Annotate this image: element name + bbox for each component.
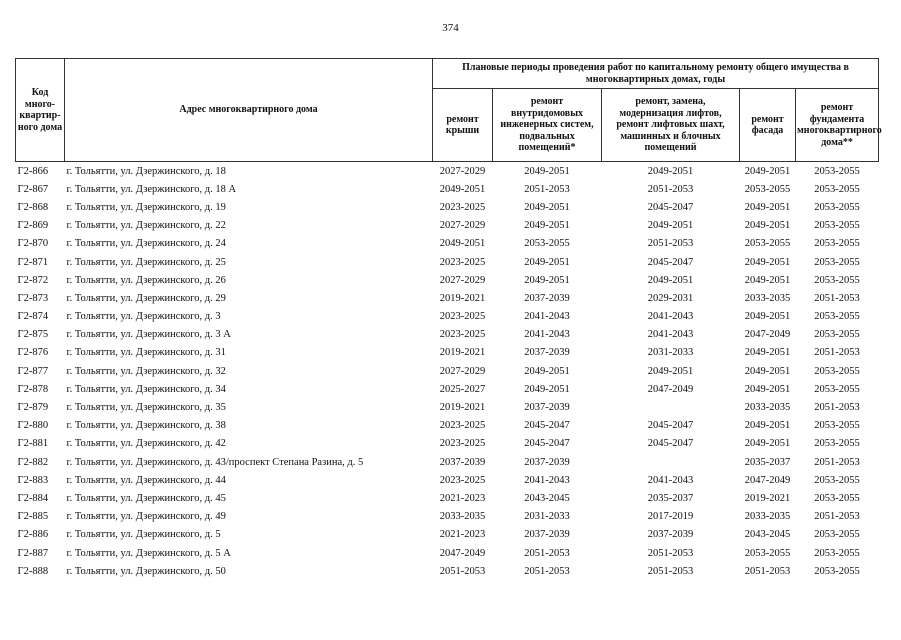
cell-roof: 2025-2027 <box>439 383 486 395</box>
cell-address: г. Тольятти, ул. Дзержинского, д. 3 <box>66 311 221 323</box>
cell-engineering: 2049-2051 <box>524 274 570 286</box>
cell-engineering: 2037-2039 <box>524 456 570 468</box>
cell-engineering: 2041-2043 <box>524 474 570 486</box>
cell-elevators: 2041-2043 <box>647 329 694 341</box>
cell-foundation: 2053-2055 <box>814 238 860 250</box>
cell-address: г. Тольятти, ул. Дзержинского, д. 42 <box>66 438 226 450</box>
cell-roof: 2019-2021 <box>439 347 486 359</box>
header-code: Код много-квартир-ного дома <box>16 59 65 162</box>
table-row <box>16 398 879 416</box>
table-row <box>16 180 879 198</box>
cell-facade: 2047-2049 <box>744 474 791 486</box>
cell-facade: 2053-2055 <box>744 183 791 195</box>
header-address: Адрес многоквартирного дома <box>65 59 433 162</box>
cell-roof: 2033-2035 <box>439 511 486 523</box>
header-elevators: ремонт, замена, модернизация лифтов, ремонт лифтовых шахт, машинных и блочных помещений <box>602 89 740 162</box>
cell-roof: 2023-2025 <box>439 329 486 341</box>
cell-elevators: 2049-2051 <box>647 220 694 232</box>
cell-engineering: 2041-2043 <box>524 329 570 341</box>
table-row <box>16 453 879 471</box>
cell-roof: 2027-2029 <box>439 365 486 377</box>
cell-address: г. Тольятти, ул. Дзержинского, д. 3 А <box>66 329 231 341</box>
capital-repair-schedule-table <box>15 58 882 580</box>
cell-engineering: 2049-2051 <box>524 383 570 395</box>
cell-engineering: 2031-2033 <box>524 511 570 523</box>
cell-address: г. Тольятти, ул. Дзержинского, д. 32 <box>66 365 226 377</box>
cell-engineering: 2053-2055 <box>524 238 570 250</box>
cell-elevators: 2045-2047 <box>647 438 694 450</box>
table-row <box>16 235 879 253</box>
cell-facade: 2043-2045 <box>744 529 791 541</box>
cell-code: Г2-867 <box>17 183 49 195</box>
cell-foundation: 2053-2055 <box>814 311 860 323</box>
cell-engineering: 2049-2051 <box>524 256 570 268</box>
cell-roof: 2037-2039 <box>439 456 486 468</box>
table-row <box>16 489 879 507</box>
cell-foundation: 2053-2055 <box>814 492 860 504</box>
cell-foundation: 2051-2053 <box>814 402 860 414</box>
cell-engineering: 2051-2053 <box>524 565 570 577</box>
cell-address: г. Тольятти, ул. Дзержинского, д. 44 <box>66 474 226 486</box>
cell-facade: 2033-2035 <box>744 511 791 523</box>
cell-code: Г2-879 <box>17 402 49 414</box>
cell-roof: 2023-2025 <box>439 420 486 432</box>
cell-elevators: 2037-2039 <box>647 529 694 541</box>
cell-code: Г2-884 <box>17 492 49 504</box>
cell-elevators: 2035-2037 <box>647 492 694 504</box>
cell-code: Г2-869 <box>17 220 49 232</box>
cell-roof: 2023-2025 <box>439 256 486 268</box>
cell-elevators: 2029-2031 <box>647 292 694 304</box>
cell-engineering: 2041-2043 <box>524 311 570 323</box>
cell-facade: 2033-2035 <box>744 402 791 414</box>
cell-elevators: 2049-2051 <box>647 274 694 286</box>
cell-roof: 2023-2025 <box>439 201 486 213</box>
cell-code: Г2-866 <box>16 162 65 181</box>
cell-elevators: 2045-2047 <box>647 256 694 268</box>
cell-code: Г2-875 <box>17 329 49 341</box>
cell-address: г. Тольятти, ул. Дзержинского, д. 18 А <box>66 183 237 195</box>
cell-facade: 2049-2051 <box>744 201 791 213</box>
cell-address: г. Тольятти, ул. Дзержинского, д. 18 <box>65 162 433 181</box>
cell-engineering: 2037-2039 <box>524 402 570 414</box>
cell-elevators: 2047-2049 <box>647 383 694 395</box>
cell-facade: 2049-2051 <box>744 274 791 286</box>
cell-address: г. Тольятти, ул. Дзержинского, д. 43/проспект Степана Разина, д. 5 <box>66 456 364 468</box>
cell-roof: 2027-2029 <box>439 220 486 232</box>
table-row <box>16 362 879 380</box>
table-row <box>16 508 879 526</box>
table-row <box>16 217 879 235</box>
cell-address: г. Тольятти, ул. Дзержинского, д. 25 <box>66 256 226 268</box>
cell-code: Г2-868 <box>17 201 49 213</box>
cell-code: Г2-880 <box>17 420 49 432</box>
cell-roof: 2019-2021 <box>439 402 486 414</box>
table-body <box>16 162 879 581</box>
cell-roof: 2049-2051 <box>439 238 486 250</box>
cell-address: г. Тольятти, ул. Дзержинского, д. 29 <box>66 292 226 304</box>
header-facade: ремонт фасада <box>740 89 796 162</box>
cell-foundation: 2051-2053 <box>814 511 860 523</box>
cell-address: г. Тольятти, ул. Дзержинского, д. 35 <box>66 402 226 414</box>
table-row <box>16 289 879 307</box>
cell-foundation: 2053-2055 <box>814 183 860 195</box>
cell-roof: 2023-2025 <box>439 474 486 486</box>
cell-roof: 2027-2029 <box>433 162 493 181</box>
cell-engineering: 2037-2039 <box>524 529 570 541</box>
cell-code: Г2-878 <box>17 383 49 395</box>
cell-address: г. Тольятти, ул. Дзержинского, д. 22 <box>66 220 226 232</box>
cell-code: Г2-874 <box>17 311 49 323</box>
cell-address: г. Тольятти, ул. Дзержинского, д. 31 <box>66 347 226 359</box>
cell-roof: 2047-2049 <box>439 547 486 559</box>
cell-facade: 2049-2051 <box>744 347 791 359</box>
cell-foundation: 2053-2055 <box>814 438 860 450</box>
cell-engineering: 2049-2051 <box>493 162 602 181</box>
cell-elevators <box>602 398 740 416</box>
cell-code: Г2-885 <box>17 511 49 523</box>
cell-address: г. Тольятти, ул. Дзержинского, д. 49 <box>66 511 226 523</box>
header-foundation: ремонт фундамента многоквартирного дома** <box>796 89 879 162</box>
cell-code: Г2-881 <box>17 438 49 450</box>
header-roof: ремонт крыши <box>433 89 493 162</box>
table-row <box>16 380 879 398</box>
cell-code: Г2-870 <box>17 238 49 250</box>
cell-elevators: 2017-2019 <box>647 511 694 523</box>
table-row <box>16 253 879 271</box>
cell-address: г. Тольятти, ул. Дзержинского, д. 19 <box>66 201 226 213</box>
table-row <box>16 544 879 562</box>
cell-facade: 2053-2055 <box>744 547 791 559</box>
cell-code: Г2-877 <box>17 365 49 377</box>
cell-engineering: 2037-2039 <box>524 292 570 304</box>
cell-elevators: 2045-2047 <box>647 420 694 432</box>
cell-facade: 2053-2055 <box>744 238 791 250</box>
cell-elevators: 2051-2053 <box>647 565 694 577</box>
cell-elevators: 2041-2043 <box>647 311 694 323</box>
cell-code: Г2-876 <box>17 347 49 359</box>
cell-engineering: 2051-2053 <box>524 547 570 559</box>
cell-address: г. Тольятти, ул. Дзержинского, д. 34 <box>66 383 226 395</box>
cell-facade: 2049-2051 <box>744 420 791 432</box>
cell-foundation: 2053-2055 <box>796 162 879 181</box>
cell-foundation: 2053-2055 <box>814 547 860 559</box>
cell-engineering: 2045-2047 <box>524 420 570 432</box>
table-header <box>16 59 882 162</box>
header-engineering: ремонт внутридомовых инженерных систем, подвальных помещений* <box>493 89 602 162</box>
cell-foundation: 2053-2055 <box>814 565 860 577</box>
cell-roof: 2051-2053 <box>439 565 486 577</box>
cell-engineering: 2049-2051 <box>524 365 570 377</box>
cell-code: Г2-883 <box>17 474 49 486</box>
cell-facade: 2019-2021 <box>744 492 791 504</box>
cell-engineering: 2049-2051 <box>524 201 570 213</box>
cell-engineering: 2051-2053 <box>524 183 570 195</box>
cell-foundation: 2051-2053 <box>814 292 860 304</box>
cell-foundation: 2051-2053 <box>814 347 860 359</box>
table-row <box>16 326 879 344</box>
cell-foundation: 2053-2055 <box>814 220 860 232</box>
cell-foundation: 2053-2055 <box>814 329 860 341</box>
cell-foundation: 2053-2055 <box>814 529 860 541</box>
cell-facade: 2051-2053 <box>744 565 791 577</box>
cell-facade: 2049-2051 <box>744 365 791 377</box>
cell-code: Г2-886 <box>17 529 49 541</box>
cell-code: Г2-887 <box>17 547 49 559</box>
cell-roof: 2021-2023 <box>439 492 486 504</box>
cell-roof: 2023-2025 <box>439 438 486 450</box>
table-row <box>16 417 879 435</box>
cell-facade: 2035-2037 <box>744 456 791 468</box>
cell-facade: 2049-2051 <box>744 383 791 395</box>
cell-facade: 2049-2051 <box>744 256 791 268</box>
table-row <box>16 471 879 489</box>
cell-roof: 2027-2029 <box>439 274 486 286</box>
cell-elevators: 2031-2033 <box>647 347 694 359</box>
cell-address: г. Тольятти, ул. Дзержинского, д. 24 <box>66 238 226 250</box>
cell-foundation: 2053-2055 <box>814 420 860 432</box>
cell-foundation: 2051-2053 <box>814 456 860 468</box>
cell-engineering: 2045-2047 <box>524 438 570 450</box>
cell-address: г. Тольятти, ул. Дзержинского, д. 50 <box>66 565 226 577</box>
cell-facade: 2049-2051 <box>744 220 791 232</box>
cell-foundation: 2053-2055 <box>814 256 860 268</box>
table-row <box>16 435 879 453</box>
cell-roof: 2019-2021 <box>439 292 486 304</box>
cell-elevators: 2045-2047 <box>647 201 694 213</box>
table-row <box>16 162 879 181</box>
table-row <box>16 562 879 580</box>
cell-engineering: 2049-2051 <box>524 220 570 232</box>
cell-code: Г2-871 <box>17 256 49 268</box>
table-row <box>16 526 879 544</box>
cell-elevators: 2051-2053 <box>647 547 694 559</box>
page-number: 374 <box>442 22 459 34</box>
cell-engineering: 2037-2039 <box>524 347 570 359</box>
cell-elevators: 2049-2051 <box>647 365 694 377</box>
cell-facade: 2049-2051 <box>744 311 791 323</box>
cell-elevators: 2041-2043 <box>647 474 694 486</box>
cell-engineering: 2043-2045 <box>524 492 570 504</box>
cell-foundation: 2053-2055 <box>814 383 860 395</box>
cell-foundation: 2053-2055 <box>814 365 860 377</box>
cell-foundation: 2053-2055 <box>814 201 860 213</box>
cell-facade: 2033-2035 <box>744 292 791 304</box>
cell-elevators <box>602 453 740 471</box>
cell-code: Г2-882 <box>17 456 49 468</box>
cell-facade: 2047-2049 <box>744 329 791 341</box>
cell-roof: 2049-2051 <box>439 183 486 195</box>
cell-facade: 2049-2051 <box>744 438 791 450</box>
table-row <box>16 271 879 289</box>
cell-elevators: 2051-2053 <box>647 183 694 195</box>
cell-elevators: 2049-2051 <box>602 162 740 181</box>
cell-roof: 2021-2023 <box>439 529 486 541</box>
cell-address: г. Тольятти, ул. Дзержинского, д. 5 <box>66 529 221 541</box>
cell-facade: 2049-2051 <box>740 162 796 181</box>
table-row <box>16 198 879 216</box>
cell-code: Г2-888 <box>17 565 49 577</box>
cell-code: Г2-873 <box>17 292 49 304</box>
cell-code: Г2-872 <box>17 274 49 286</box>
cell-address: г. Тольятти, ул. Дзержинского, д. 38 <box>66 420 226 432</box>
table-row <box>16 308 879 326</box>
header-periods-group: Плановые периоды проведения работ по капитальному ремонту общего имущества в многоквартирных домах, годы <box>433 59 879 89</box>
cell-foundation: 2053-2055 <box>814 474 860 486</box>
cell-address: г. Тольятти, ул. Дзержинского, д. 26 <box>66 274 226 286</box>
table-row <box>16 344 879 362</box>
cell-roof: 2023-2025 <box>439 311 486 323</box>
cell-elevators: 2051-2053 <box>647 238 694 250</box>
cell-foundation: 2053-2055 <box>814 274 860 286</box>
cell-address: г. Тольятти, ул. Дзержинского, д. 5 А <box>66 547 231 559</box>
cell-address: г. Тольятти, ул. Дзержинского, д. 45 <box>66 492 226 504</box>
